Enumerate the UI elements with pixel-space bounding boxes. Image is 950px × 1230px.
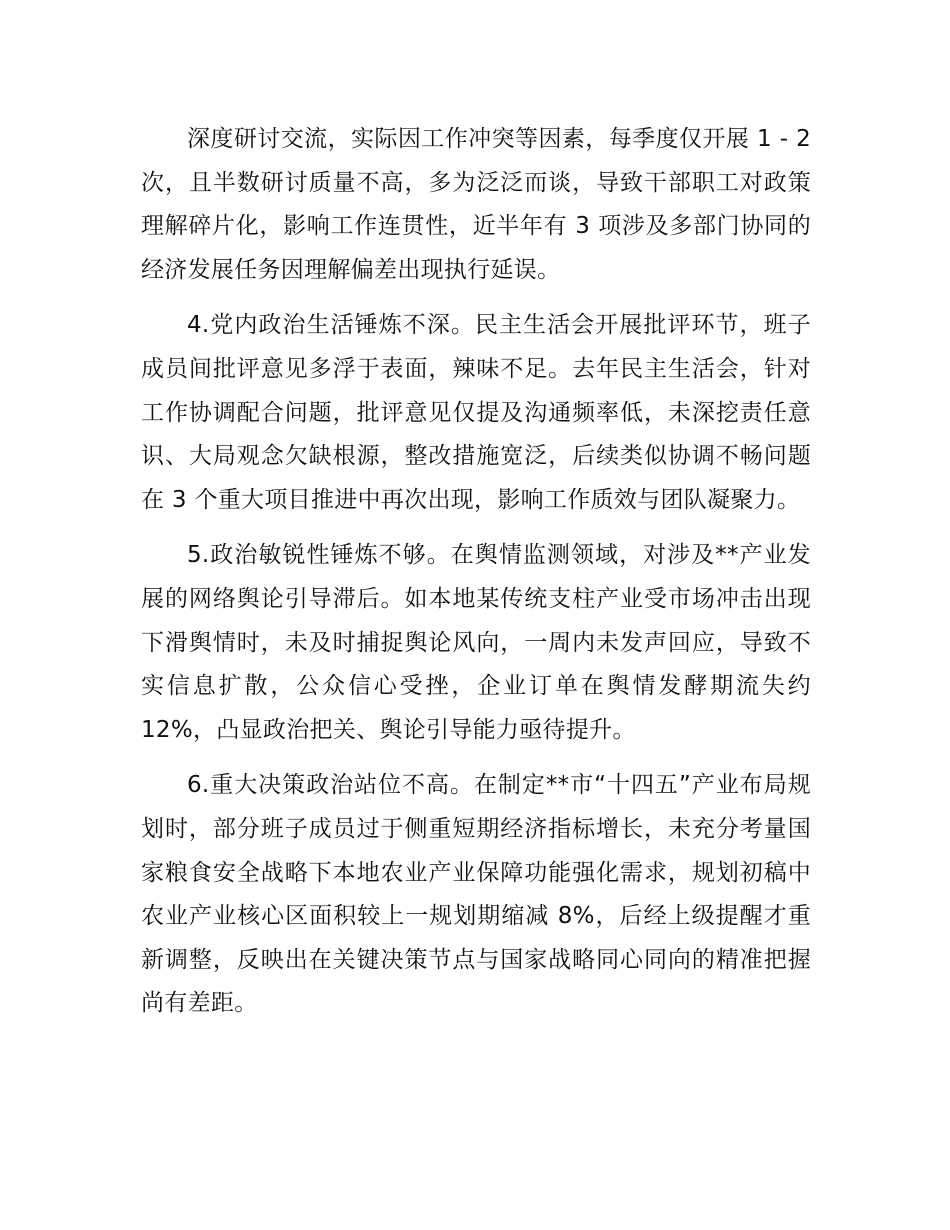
paragraph-item-6: 6.重大决策政治站位不高。在制定**市“十四五”产业布局规划时，部分班子成员过于侧重短期经济指标增长，未充分考量国家粮食安全战略下本地农业产业保障功能强化需求，规划初稿中农业产业核心区面积较上一规划期缩减 8%，后经上级提醒才重新调整，反映出在关键决策节点与国家战略同心同向的精准把握尚有差距。	[141, 772, 811, 1017]
paragraph-item-5: 5.政治敏锐性锤炼不够。在舆情监测领域，对涉及**产业发展的网络舆论引导滞后。如本地某传统支柱产业受市场冲击出现下滑舆情时，未及时捕捉舆论风向，一周内未发声回应，导致不实信息扩散，公众信心受挫，企业订单在舆情发酵期流失约 12%，凸显政治把关、舆论引导能力亟待提升。	[141, 542, 811, 743]
paragraph-continued: 深度研讨交流，实际因工作冲突等因素，每季度仅开展 1 - 2 次，且半数研讨质量不高，多为泛泛而谈，导致干部职工对政策理解碎片化，影响工作连贯性，近半年有 3 项涉及多部门协同的经济发展任务因理解偏差出现执行延误。	[141, 126, 811, 283]
document-body	[141, 118, 811, 1038]
paragraph-item-4: 4.党内政治生活锤炼不深。民主生活会开展批评环节，班子成员间批评意见多浮于表面，辣味不足。去年民主生活会，针对工作协调配合问题，批评意见仅提及沟通频率低，未深挖责任意识、大局观念欠缺根源，整改措施宽泛，后续类似协调不畅问题在 3 个重大项目推进中再次出现，影响工作质效与团队凝聚力。	[141, 312, 811, 513]
